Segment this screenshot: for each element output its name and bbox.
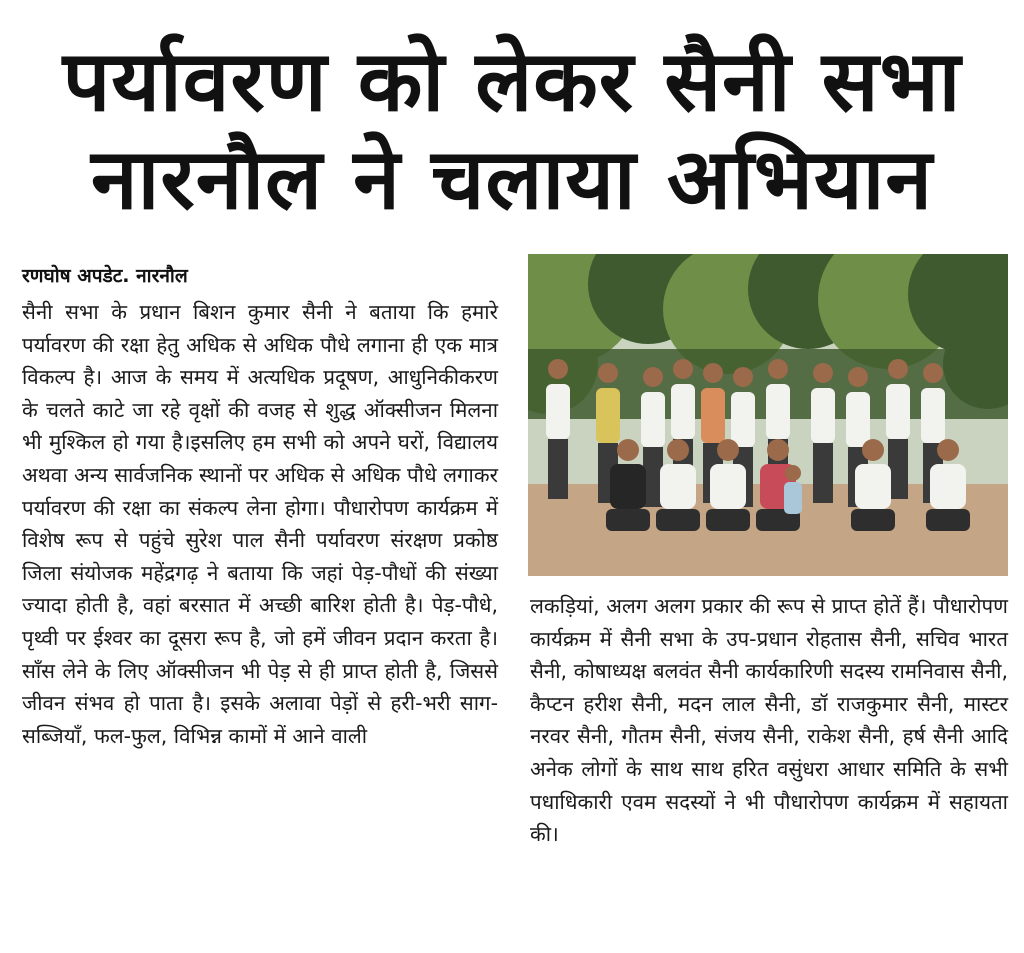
standing-person-head bbox=[598, 363, 618, 383]
child-head bbox=[785, 465, 801, 481]
standing-person-head bbox=[733, 367, 753, 387]
group-photo bbox=[528, 254, 1008, 576]
standing-person-shirt bbox=[546, 384, 570, 439]
dateline: रणघोष अपडेट. नारनौल bbox=[22, 265, 188, 287]
front-person-legs bbox=[851, 509, 895, 531]
standing-person-head bbox=[923, 363, 943, 383]
standing-person-shirt bbox=[846, 392, 870, 447]
front-person-head bbox=[717, 439, 739, 461]
front-person-head bbox=[937, 439, 959, 461]
front-person-legs bbox=[606, 509, 650, 531]
front-person-legs bbox=[656, 509, 700, 531]
standing-person-shirt bbox=[921, 388, 945, 443]
standing-person-legs bbox=[548, 439, 568, 499]
standing-person-head bbox=[548, 359, 568, 379]
front-person-head bbox=[767, 439, 789, 461]
standing-person-shirt bbox=[886, 384, 910, 439]
standing-person-head bbox=[848, 367, 868, 387]
standing-person-head bbox=[643, 367, 663, 387]
child-dress bbox=[784, 482, 802, 514]
group-photo-illustration bbox=[528, 254, 1008, 576]
standing-person-shirt bbox=[701, 388, 725, 443]
standing-person-head bbox=[813, 363, 833, 383]
headline bbox=[0, 32, 1024, 228]
standing-person-shirt bbox=[596, 388, 620, 443]
standing-person-shirt bbox=[731, 392, 755, 447]
standing-person-legs bbox=[813, 443, 833, 503]
front-person-legs bbox=[926, 509, 970, 531]
standing-person-shirt bbox=[671, 384, 695, 439]
standing-person-head bbox=[703, 363, 723, 383]
front-person-shirt bbox=[710, 464, 746, 509]
standing-person-head bbox=[768, 359, 788, 379]
front-person-head bbox=[667, 439, 689, 461]
standing-person-shirt bbox=[641, 392, 665, 447]
front-person-shirt bbox=[855, 464, 891, 509]
article-right-column: लकड़ियां, अलग अलग प्रकार की रूप से प्राप्त होतें हैं। पौधारोपण कार्यक्रम में सैनी सभा के उप-प्रधान रोहतास सैनी, सचिव भारत सैनी, कोषाध्यक्ष बलवंत सैनी कार्यकारिणी सदस्य रामनिवास सैनी, कैप्टन हरीश सैनी, मदन लाल सैनी, डॉ राजकुमार सैनी, मास्टर नरवर सैनी, गौतम सैनी, संजय सैनी, राकेश सैनी, हर्ष सैनी आदि अनेक लोगों के साथ साथ हरित वसुंधरा आधार समिति के सभी पधाधिकारी एवम सदस्यों ने भी पौधारोपण कार्यक्रम में सहायता की। bbox=[530, 594, 1008, 847]
article-left-column: सैनी सभा के प्रधान बिशन कुमार सैनी ने बताया कि हमारे पर्यावरण की रक्षा हेतु अधिक से अधिक पौधे लगाना ही एक मात्र विकल्प है। आज के समय में अत्यधिक प्रदूषण, आधुनिकीकरण के चलते काटे जा रहे वृक्षों की वजह से शुद्ध ऑक्सीजन मिलना भी मुश्किल हो गया है।इसलिए हम सभी को अपने घरों, विद्यालय अथवा अन्य सार्वजनिक स्थानों पर अधिक से अधिक पौधे लगाकर पर्यावरण की रक्षा का संकल्प लेना होगा। पौधारोपण कार्यक्रम में विशेष रूप से पहुंचे सुरेश पाल सैनी पर्यावरण संरक्षण प्रकोष्ठ जिला संयोजक महेंद्रगढ़ ने बताया कि जहां पेड़-पौधों की संख्या ज्यादा होती है, वहां बरसात में अच्छी बारिश होती है। पेड़-पौधे, पृथ्वी पर ईश्वर का दूसरा रूप है, जो हमें जीवन प्रदान करता है। साँस लेने के लिए ऑक्सीजन भी पेड़ से ही प्राप्त होती है, जिससे जीवन संभव हो पाता है। इसके अलावा पेड़ों से हरी-भरी साग-सब्जियाँ, फल-फुल, विभिन्न कामों में आने वाली bbox=[22, 300, 498, 748]
front-person-legs bbox=[706, 509, 750, 531]
front-person-shirt bbox=[930, 464, 966, 509]
standing-person-head bbox=[888, 359, 908, 379]
front-person-shirt bbox=[660, 464, 696, 509]
standing-person-shirt bbox=[811, 388, 835, 443]
standing-person-head bbox=[673, 359, 693, 379]
front-person-head bbox=[617, 439, 639, 461]
headline-line-2: नारनौल ने चलाया अभियान bbox=[90, 130, 934, 228]
standing-person-shirt bbox=[766, 384, 790, 439]
headline-line-1: पर्यावरण को लेकर सैनी सभा bbox=[62, 32, 962, 130]
front-person-head bbox=[862, 439, 884, 461]
front-person-shirt bbox=[610, 464, 646, 509]
